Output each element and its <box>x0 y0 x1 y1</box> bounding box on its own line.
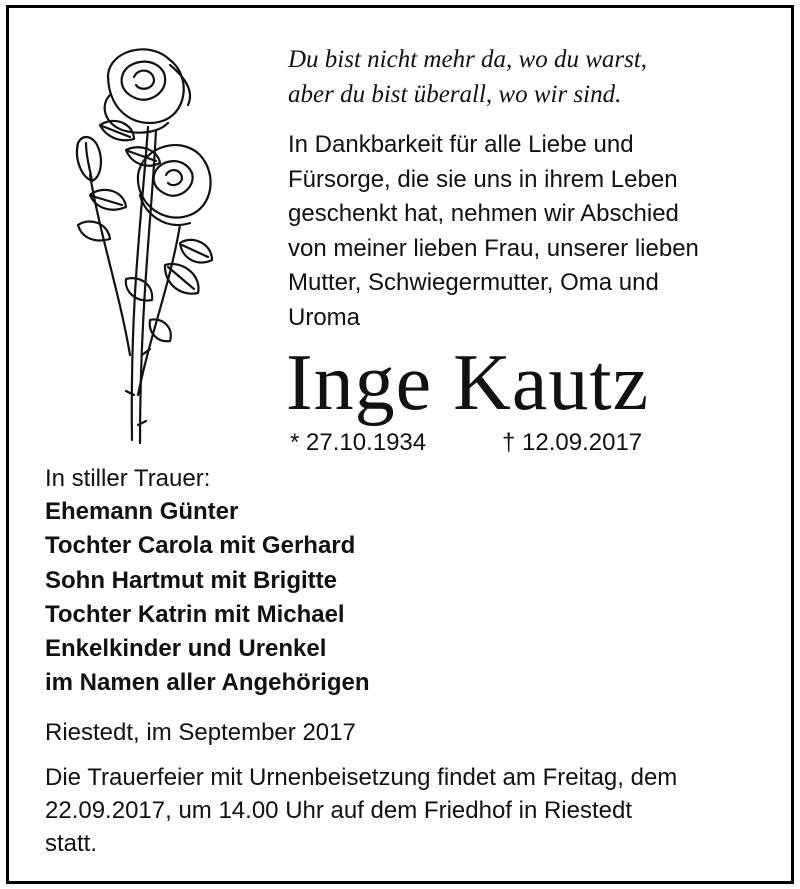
death-date: † 12.09.2017 <box>502 429 643 456</box>
motto-quote <box>288 42 778 112</box>
mourner-item: Ehemann Günter <box>45 498 239 525</box>
intro-line: geschenkt hat, nehmen wir Abschied <box>288 200 679 227</box>
funeral-line: 22.09.2017, um 14.00 Uhr auf dem Friedhof in Riestedt <box>45 797 633 824</box>
intro-line: Fürsorge, die sie uns in ihrem Leben <box>288 165 678 193</box>
mourners-section <box>45 462 465 701</box>
intro-line: In Dankbarkeit für alle Liebe und <box>288 131 634 158</box>
mourner-item: im Namen aller Angehörigen <box>45 669 370 697</box>
motto-line: Du bist nicht mehr da, wo du warst, <box>288 46 648 73</box>
birth-date: * 27.10.1934 <box>290 429 427 456</box>
funeral-line: statt. <box>45 830 98 857</box>
mourner-item: Sohn Hartmut mit Brigitte <box>45 566 337 594</box>
motto-line: aber du bist überall, wo wir sind. <box>288 81 622 108</box>
mourner-item: Tochter Carola mit Gerhard <box>45 532 356 560</box>
mourner-item: Tochter Katrin mit Michael <box>45 600 345 628</box>
mourner-item: Enkelkinder und Urenkel <box>45 635 327 663</box>
intro-line: Mutter, Schwiegermutter, Oma und <box>288 269 659 296</box>
funeral-line: Die Trauerfeier mit Urnenbeisetzung findet am Freitag, dem <box>45 764 678 791</box>
intro-text <box>288 128 768 335</box>
mourners-list <box>45 495 465 701</box>
place-and-date: Riestedt, im September 2017 <box>45 719 356 746</box>
mourning-label: In stiller Trauer: <box>45 465 211 492</box>
rose-icon <box>30 35 240 445</box>
intro-line: von meiner lieben Frau, unserer lieben <box>288 234 699 262</box>
deceased-name: Inge Kautz <box>286 339 650 427</box>
intro-line: Uroma <box>288 303 361 331</box>
funeral-info <box>45 761 780 860</box>
